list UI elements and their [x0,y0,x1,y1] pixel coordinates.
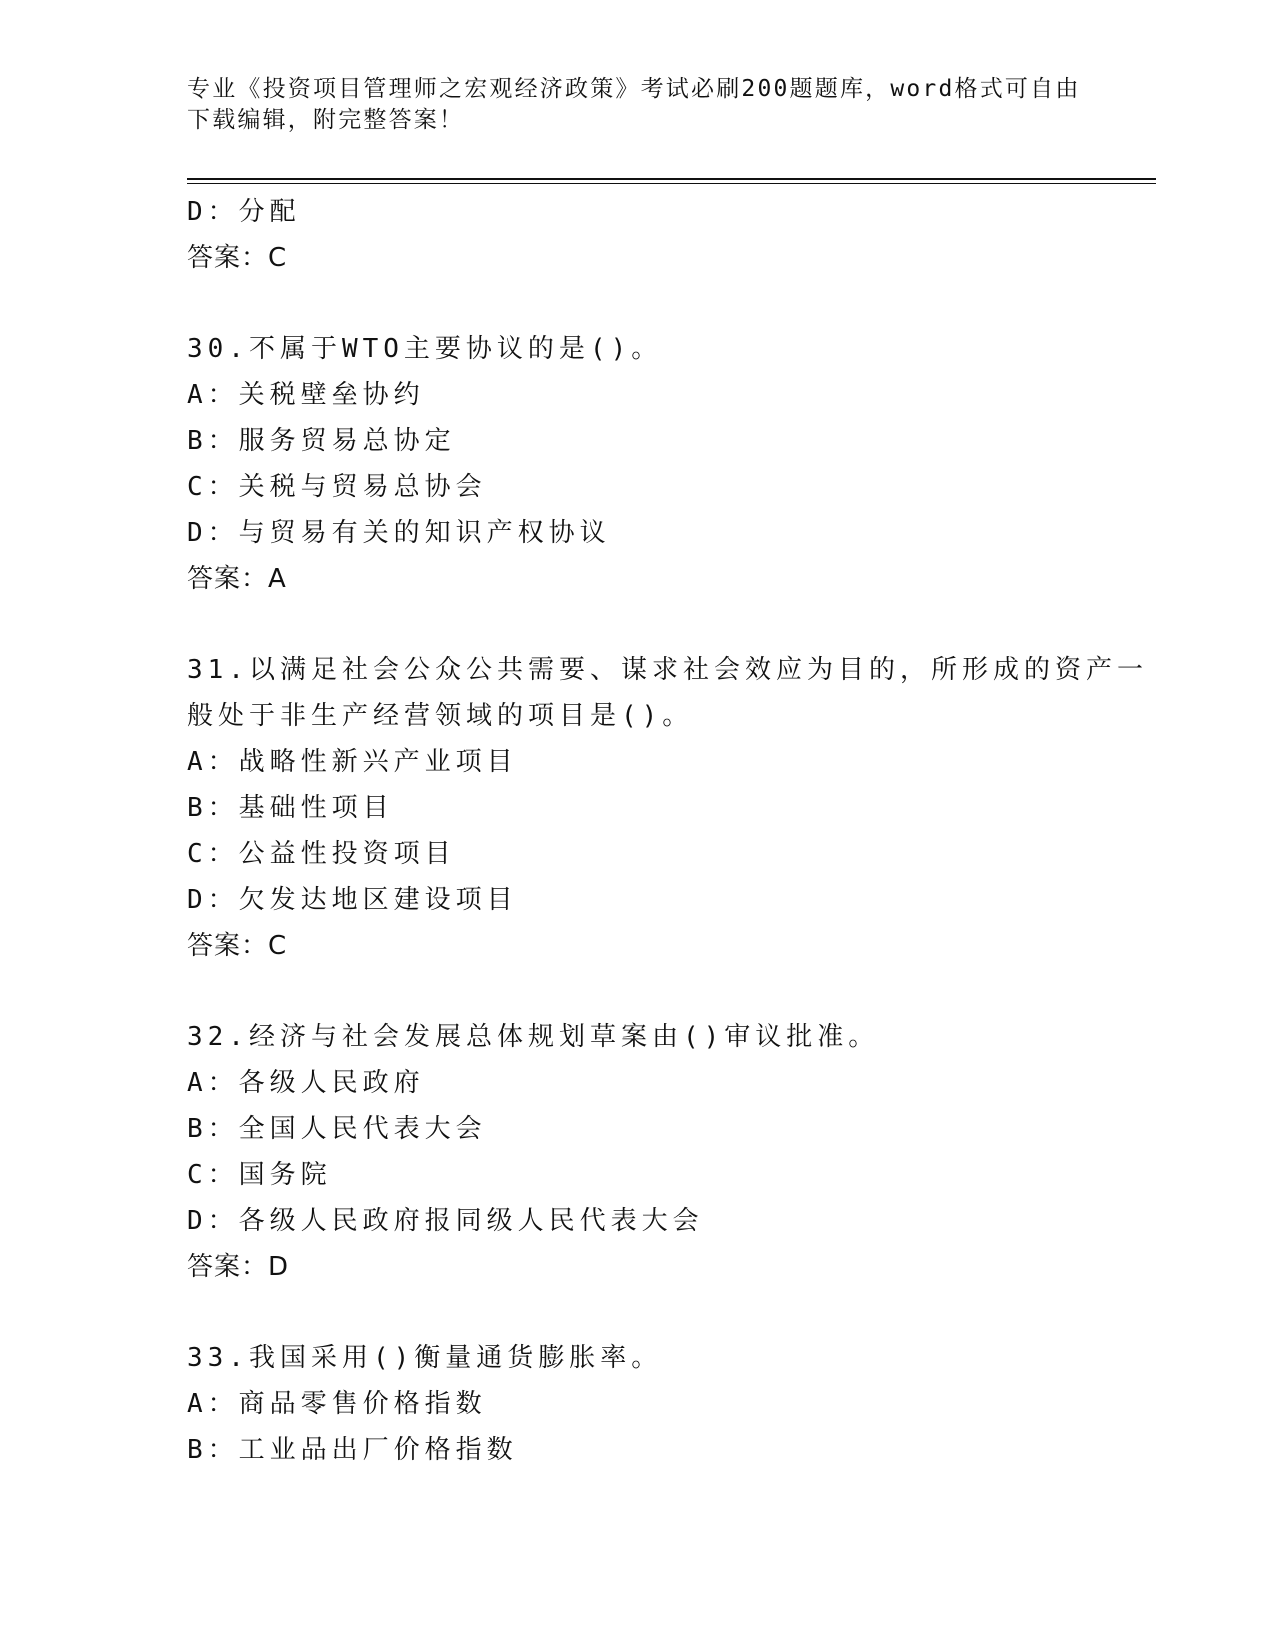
question-list [187,189,1156,1473]
answer-line: 答案：C [187,243,288,273]
option-b: B：工业品出厂价格指数 [187,1435,518,1465]
question-stem: 30.不属于WTO主要协议的是()。 [187,334,663,364]
option-b: B：基础性项目 [187,793,394,823]
question-32 [187,1014,1156,1290]
header-divider-thin [187,183,1156,184]
question-33 [187,1335,1156,1473]
page-header [187,74,1087,136]
option-a: A：关税壁垒协约 [187,380,425,410]
header-line-2: 下载编辑，附完整答案！ [187,107,465,133]
header-line-1: 专业《投资项目管理师之宏观经济政策》考试必刷200题题库，word格式可自由 [187,76,1081,102]
question-stem: 33.我国采用()衡量通货膨胀率。 [187,1343,663,1373]
option-d: D：分配 [187,197,301,227]
header-divider-thick [187,178,1156,180]
option-b: B：全国人民代表大会 [187,1114,487,1144]
option-d: D：欠发达地区建设项目 [187,885,518,915]
answer-line: 答案：C [187,931,288,961]
option-c: C：国务院 [187,1160,332,1190]
question-31 [187,647,1156,969]
option-d: D：与贸易有关的知识产权协议 [187,518,611,548]
option-c: C：关税与贸易总协会 [187,472,487,502]
option-a: A：各级人民政府 [187,1068,425,1098]
question-30 [187,326,1156,602]
answer-line: 答案：A [187,564,287,594]
option-a: A：商品零售价格指数 [187,1389,487,1419]
option-b: B：服务贸易总协定 [187,426,456,456]
option-d: D：各级人民政府报同级人民代表大会 [187,1206,704,1236]
option-a: A：战略性新兴产业项目 [187,747,518,777]
option-c: C：公益性投资项目 [187,839,456,869]
previous-question-tail [187,189,1156,281]
question-stem-continued: 般处于非生产经营领域的项目是()。 [187,701,694,731]
question-stem: 32.经济与社会发展总体规划草案由()审议批准。 [187,1022,880,1052]
answer-line: 答案：D [187,1252,290,1282]
question-stem: 31.以满足社会公众公共需要、谋求社会效应为目的，所形成的资产一 [187,655,1148,685]
